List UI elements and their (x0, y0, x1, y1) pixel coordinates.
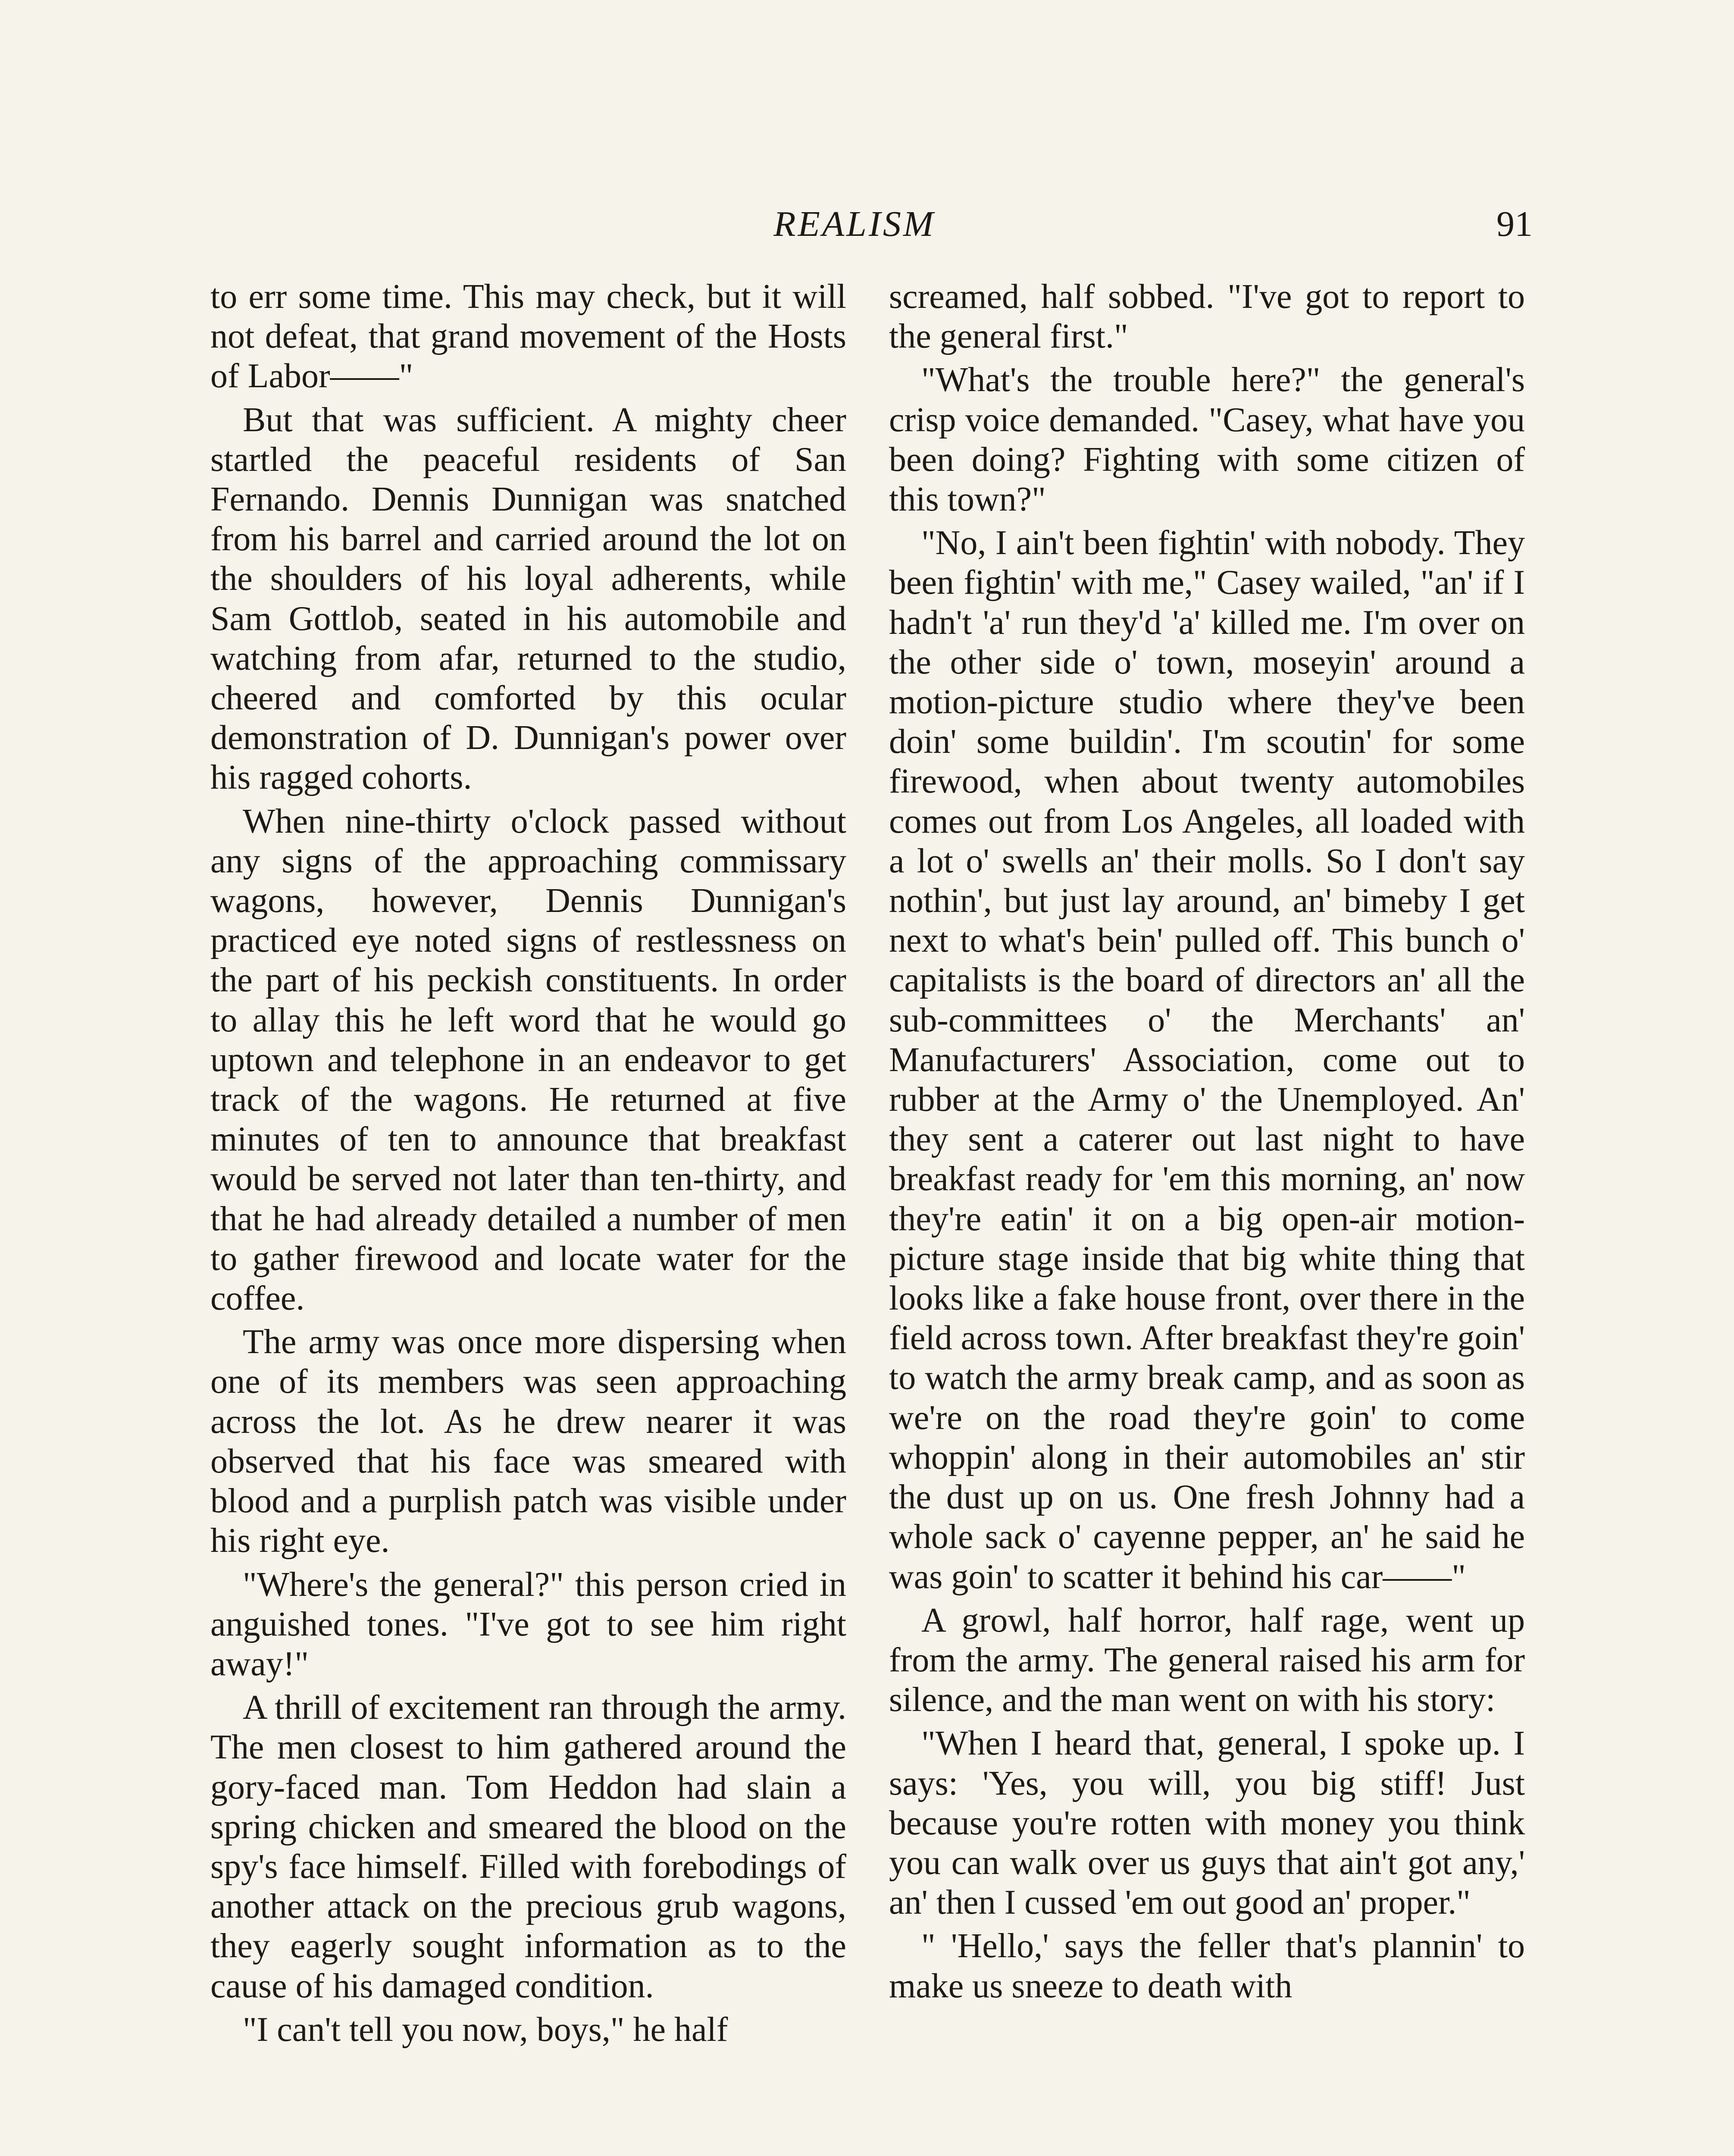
paragraph: A thrill of excitement ran through the army. The men closest to him gathered around the gory-faced man. Tom Heddon had slain a spring chicken and smeared the blood on the spy's face himself. Filled with forebodings of another attack on the precious grub wagons, they eagerly sought information as to the cause of his damaged condition. (210, 1689, 846, 2005)
page-number: 91 (1496, 204, 1533, 244)
paragraph: to err some time. This may check, but it will not defeat, that grand movement of the Hosts of Labor——" (210, 278, 846, 395)
left-column (210, 277, 846, 2049)
paragraph: screamed, half sobbed. "I've got to report to the general first." (889, 278, 1525, 356)
paragraph: But that was sufficient. A mighty cheer startled the peaceful residents of San Fernando. Dennis Dunnigan was snatched from his barrel and carried around the lot on the shoulders of his loyal adherents, while Sam Gottlob, seated in his automobile and watching from afar, returned to the studio, cheered and comforted by this ocular demonstration of D. Dunnigan's power over his ragged cohorts. (210, 401, 846, 797)
paragraph: "I can't tell you now, boys," he half (243, 2010, 728, 2049)
paragraph: When nine-thirty o'clock passed without any signs of the approaching commissary wagons, however, Dennis Dunnigan's practiced eye noted signs of restlessness on the part of his peckish constituents. In order to allay this he left word that he would go uptown and telephone in an endeavor to get track of the wagons. He returned at five minutes of ten to announce that breakfast would be served not later than ten-thirty, and that he had already detailed a number of men to gather firewood and locate water for the coffee. (210, 802, 846, 1318)
right-column (889, 277, 1525, 2006)
paragraph: "No, I ain't been fightin' with nobody. They been fightin' with me," Casey wailed, "an' if I hadn't 'a' run they'd 'a' killed me. I'm over on the other side o' town, moseyin' around a motion-picture studio where they've been doin' some buildin'. I'm scoutin' for some firewood, when about twenty automobiles comes out from Los Angeles, all loaded with a lot o' swells an' their molls. So I don't say nothin', but just lay around, an' bimeby I get next to what's bein' pulled off. This bunch o' capitalists is the board of directors an' all the sub-committees o' the Merchants' an' Manufacturers' Association, come out to rubber at the Army o' the Unemployed. An' they sent a caterer out last night to have breakfast ready for 'em this morning, an' now they're eatin' it on a big open-air motion-picture stage inside that big white thing that looks like a fake house front, over there in the field across town. After breakfast they're goin' to watch the army break camp, and as soon as we're on the road they're goin' to come whoppin' along in their automobiles an' stir the dust up on us. One fresh Johnny had a whole sack o' cayenne pepper, an' he said he was goin' to scatter it behind his car——" (889, 524, 1525, 1596)
paragraph: "What's the trouble here?" the general's crisp voice demanded. "Casey, what have you been doing? Fighting with some citizen of this town?" (889, 361, 1525, 519)
paragraph: "When I heard that, general, I spoke up. I says: 'Yes, you will, you big stiff! Just because you're rotten with money you think you can walk over us guys that ain't got any,' an' then I cussed 'em out good an' proper." (889, 1724, 1525, 1922)
running-head: REALISM (773, 204, 936, 244)
paragraph: A growl, half horror, half rage, went up from the army. The general raised his arm for silence, and the man went on with his story: (889, 1601, 1525, 1719)
paragraph: " 'Hello,' says the feller that's plannin' to make us sneeze to death with (889, 1927, 1525, 2005)
paragraph: "Where's the general?" this person cried in anguished tones. "I've got to see him right away!" (210, 1565, 846, 1683)
paragraph: The army was once more dispersing when one of its members was seen approaching across the lot. As he drew nearer it was observed that his face was smeared with blood and a purplish patch was visible under his right eye. (210, 1323, 846, 1560)
